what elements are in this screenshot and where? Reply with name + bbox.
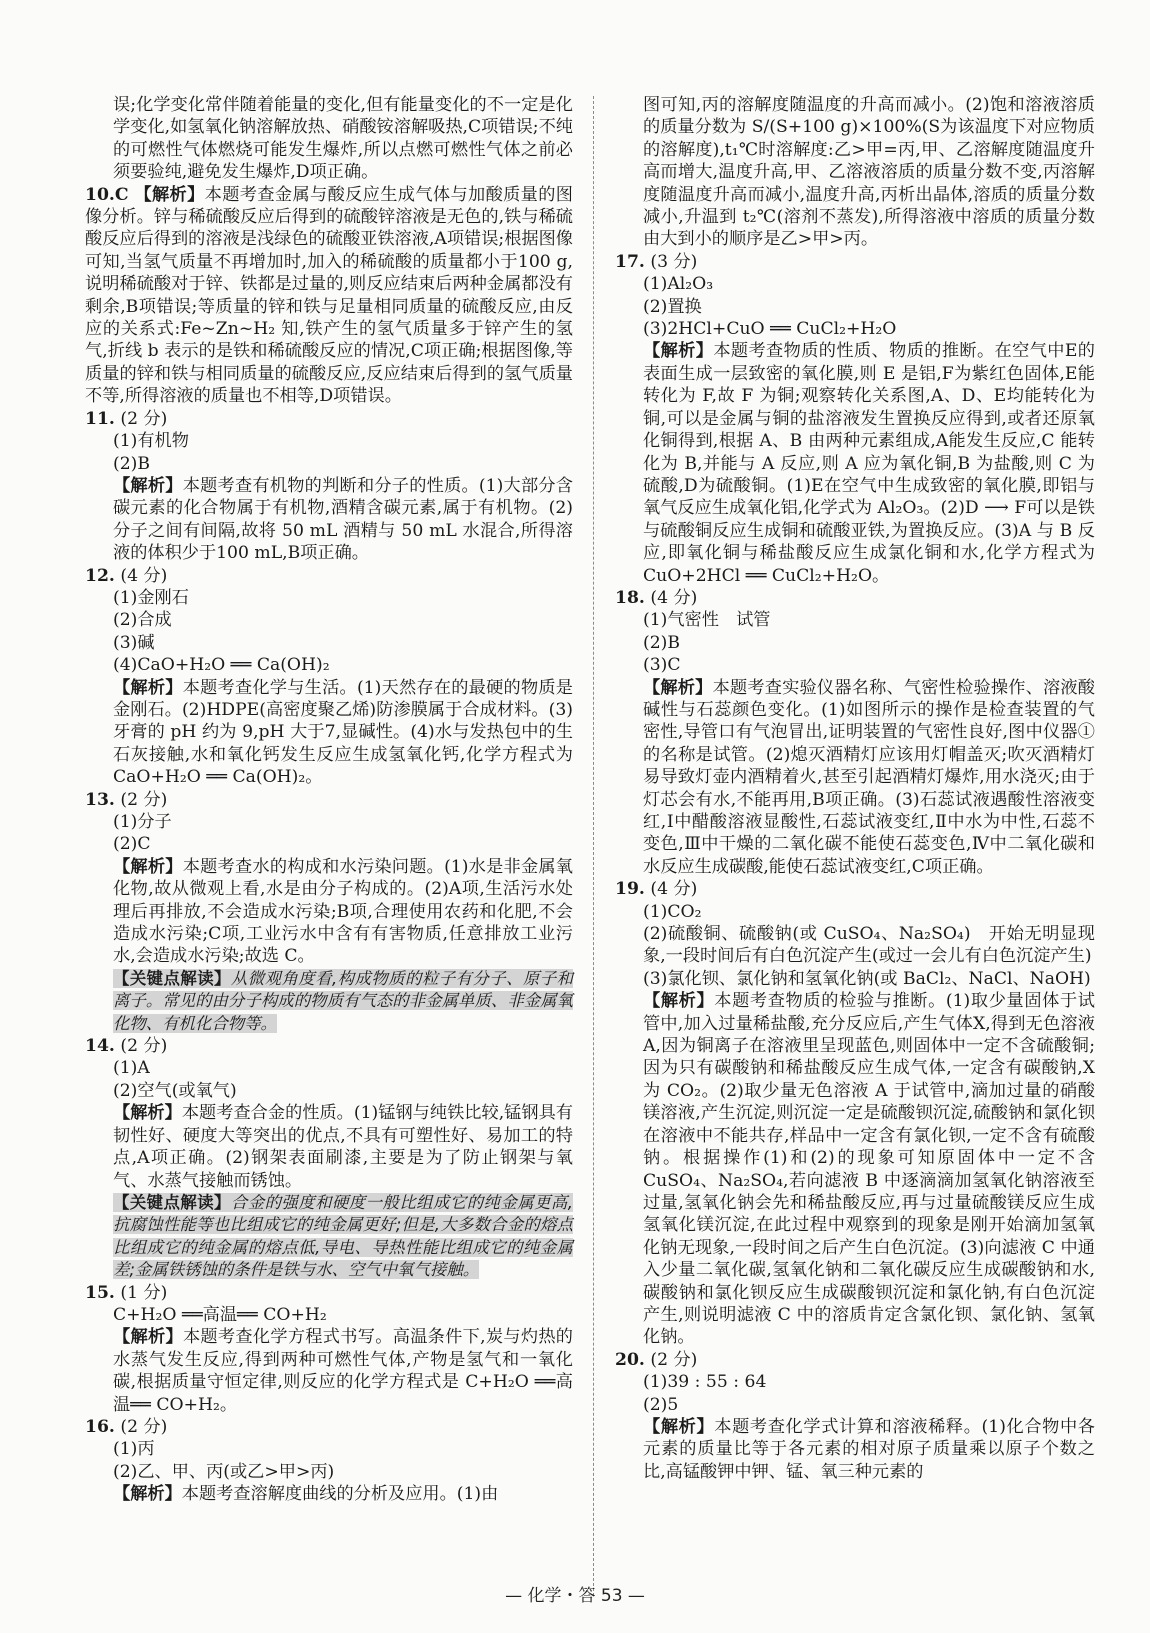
question-heading (615, 1349, 1095, 1371)
paragraph-text: (2)置换 (643, 296, 702, 317)
column-divider (593, 96, 594, 1596)
paragraph-text: (1 分) (120, 1282, 168, 1303)
explanation-paragraph (85, 968, 573, 1035)
explanation-paragraph (615, 677, 1095, 879)
paragraph-text: 图可知,丙的溶解度随温度的升高而减小。(2)饱和溶液溶质的质量分数为 S/(S+100 g)×100%(S为该温度下对应物质的溶解度),t₁℃时溶解度:乙>甲=丙,甲、乙溶解度随温度升高而增大,温度升高,甲、乙溶液溶质的质量分数不变,丙溶解度随温度升高而减小,温度升高,丙析出晶体,溶质的质量分数减小,升温到 t₂℃(溶剂不蒸发),所得溶液中溶质的质量分数由大到小的顺序是乙>甲>丙。 (643, 95, 1095, 250)
section-label: 【解析】 (113, 1484, 182, 1505)
paragraph-text: (1)丙 (113, 1439, 155, 1460)
answer-line (615, 1371, 1095, 1393)
paragraph-text: (3)碱 (113, 632, 155, 653)
answer-line (615, 968, 1095, 990)
answer-line (615, 609, 1095, 631)
section-label: 【关键点解读】 (113, 1192, 231, 1212)
question-heading (85, 789, 573, 811)
paragraph-text: (4 分) (120, 565, 168, 586)
answer-line (85, 453, 573, 475)
paragraph-text: 本题考查合金的性质。(1)锰钢与纯铁比较,锰钢具有韧性好、硬度大等突出的优点,不具有可塑性好、易加工的特点,A项正确。(2)钢架表面刷漆,主要是为了防止钢架与氧气、水蒸气接触而锈蚀。 (113, 1103, 573, 1191)
question-number: 16. (85, 1416, 115, 1437)
question-number: 20. (615, 1349, 645, 1370)
question-number: 15. (85, 1282, 115, 1303)
page-footer: — 化学・答 53 — (505, 1586, 645, 1606)
answer-line (615, 901, 1095, 923)
paragraph-text: (1)CO₂ (643, 901, 702, 922)
key-point-box (113, 969, 573, 1033)
question-number: 19. (615, 879, 645, 900)
key-point-box (113, 1193, 573, 1279)
question-number: 13. (85, 789, 115, 810)
paragraph-text: (1)金刚石 (113, 587, 189, 608)
paragraph-text: 本题考查水的构成和水污染问题。(1)水是非金属氧化物,故从微观上看,水是由分子构成的。(2)A项,生活污水处理后再排放,不会造成水污染;B项,合理使用农药和化肥,不会造成水污染;C项,工业污水中含有有害物质,任意排放工业污水,会造成水污染;故选 C。 (113, 856, 573, 967)
paragraph-text: 本题考查溶解度曲线的分析及应用。(1)由 (181, 1484, 499, 1505)
section-label: 【解析】 (113, 1327, 183, 1348)
paragraph-text: 从微观角度看,构成物质的粒子有分子、原子和离子。常见的由分子构成的物质有气态的非金属单质、非金属氧化物、有机化合物等。 (113, 968, 573, 1033)
paragraph-text: 本题考查化学式计算和溶液稀释。(1)化合物中各元素的质量比等于各元素的相对原子质量乘以原子个数之比,高锰酸钾中钾、锰、氧三种元素的 (643, 1416, 1095, 1482)
paragraph-text: 本题考查物质的检验与推断。(1)取少量固体于试管中,加入过量稀盐酸,充分反应后,产生气体X,得到无色溶液A,因为铜离子在溶液里呈现蓝色,则固体中一定不含硫酸铜;因为只有碳酸钠和稀盐酸反应生成气体,一定含有碳酸钠,X为 CO₂。(2)取少量无色溶液 A 于试管中,滴加过量的硝酸镁溶液,产生沉淀,则沉淀一定是硫酸钡沉淀,硫酸钠和氯化钡在溶液中不能共存,样品中一定含有氯化钡,一定不含有硫酸钠。根据操作(1)和(2)的现象可知原固体中一定不含 CuSO₄、Na₂SO₄,若向滤液 B 中逐滴滴加氢氧化钠溶液至过量,氢氧化钠会先和稀盐酸反应,再与过量硫酸镁反应生成氢氧化镁沉淀,在此过程中观察到的现象是刚开始滴加氢氧化钠无现象,一段时间之后产生白色沉淀。(3)向滤液 C 中通入少量二氧化碳,氢氧化钠和二氧化碳反应生成碳酸钠和水,碳酸钠和氯化钡反应生成碳酸钡沉淀和氯化钠,有白色沉淀产生,则说明滤液 C 中的溶质肯定含氯化钡、氯化钠、氢氧化钠。 (643, 991, 1095, 1348)
explanation-paragraph (615, 340, 1095, 586)
paragraph-text: (2 分) (120, 1036, 168, 1057)
section-label: 【解析】 (643, 991, 715, 1012)
question-heading (615, 878, 1095, 900)
paragraph-text: (2)硫酸铜、硫酸钠(或 CuSO₄、Na₂SO₄) 开始无明显现象,一段时间后有白色沉淀产生(或过一会儿有白色沉淀产生) (643, 924, 1095, 967)
left-column (85, 94, 573, 1506)
explanation-paragraph (85, 1483, 573, 1505)
answer-line (615, 273, 1095, 295)
paragraph-text: (2 分) (120, 1416, 168, 1437)
answer-line (615, 632, 1095, 654)
answer-line (615, 654, 1095, 676)
right-column (615, 94, 1095, 1483)
explanation-paragraph (85, 1326, 573, 1416)
paragraph-text: (2)C (113, 834, 151, 855)
paragraph-text: (1)A (113, 1058, 150, 1079)
paragraph-text: 本题考查化学方程式书写。高温条件下,炭与灼热的水蒸气发生反应,得到两种可燃性气体,产物是氢气和一氧化碳,根据质量守恒定律,则反应的化学方程式是 C+H₂O ══高温══ CO+H₂。 (113, 1327, 573, 1415)
answer-line (85, 632, 573, 654)
paragraph-text: (1)有机物 (113, 431, 189, 452)
paragraph-text: (1)39 : 55 : 64 (643, 1372, 767, 1393)
section-label: 【解析】 (643, 341, 714, 362)
answer-line (85, 833, 573, 855)
explanation-paragraph (615, 1416, 1095, 1483)
paragraph-text: (3)氯化钡、氯化钠和氢氧化钠(或 BaCl₂、NaCl、NaOH) (643, 968, 1091, 989)
section-label: 【解析】 (113, 677, 183, 698)
explanation-paragraph (85, 677, 573, 789)
paragraph-text: (2 分) (650, 1349, 698, 1370)
answer-line (615, 318, 1095, 340)
paragraph-text: (2)B (643, 632, 680, 653)
paragraph-text: C+H₂O ══高温══ CO+H₂ (113, 1304, 327, 1325)
paragraph-text: (2)空气(或氧气) (113, 1080, 237, 1101)
answer-line (85, 654, 573, 676)
answer-line (85, 1461, 573, 1483)
question-heading (85, 408, 573, 430)
question-number: 17. (615, 251, 645, 272)
section-label: 【解析】 (113, 475, 183, 496)
paragraph-text: 本题考查实验仪器名称、气密性检验操作、溶液酸碱性与石蕊颜色变化。(1)如图所示的操作是检查装置的气密性,导管口有气泡冒出,证明装置的气密性良好,图中仪器①的名称是试管。(2)熄灭酒精灯应该用灯帽盖灭;吹灭酒精灯易导致灯壶内酒精着火,甚至引起酒精灯爆炸,用水浇灭;由于灯芯会有水,不能再用,B项正确。(3)石蕊试液遇酸性溶液变红,Ⅰ中醋酸溶液显酸性,石蕊试液变红,Ⅱ中水为中性,石蕊不变色,Ⅲ中干燥的二氧化碳不能使石蕊变色,Ⅳ中二氧化碳和水反应生成碳酸,能使石蕊试液变红,C项正确。 (643, 677, 1095, 877)
paragraph-text: 合金的强度和硬度一般比组成它的纯金属更高,抗腐蚀性能等也比组成它的纯金属更好;但是,大多数合金的熔点比组成它的纯金属的熔点低,导电、导热性能比组成它的纯金属差;金属铁锈蚀的条件是铁与水、空气中氧气接触。 (113, 1192, 573, 1280)
answer-line (615, 296, 1095, 318)
paragraph-text: (4)CaO+H₂O ══ Ca(OH)₂ (113, 655, 330, 676)
question-number: 10.C (85, 184, 129, 205)
section-label: 【解析】 (643, 677, 713, 698)
paragraph-text: 本题考查物质的性质、物质的推断。在空气中E的表面生成一层致密的氧化膜,则 E 是铝,F为紫红色固体,E能转化为 F,故 F 为铜;观察转化关系图,A、D、E均能转化为铜,可以是金属与铜的盐溶液发生置换反应得到,或者还原氧化铜得到,根据 A、B 由两种元素组成,A能发生反应,C 能转化为 B,并能与 A 反应,则 A 应为氧化铜,B 为盐酸,则 C 为硫酸,D为硫酸铜。(1)E在空气中生成致密的氧化膜,即铝与氧气反应生成氧化铝,化学式为 Al₂O₃。(2)D ⟶ F可以是铁与硫酸铜反应生成铜和硫酸亚铁,为置换反应。(3)A 与 B 反应,即氧化铜与稀盐酸反应生成氯化铜和水,化学方程式为 CuO+2HCl ══ CuCl₂+H₂O。 (643, 341, 1095, 586)
section-label: 【关键点解读】 (113, 968, 231, 988)
paragraph-text: 本题考查有机物的判断和分子的性质。(1)大部分含碳元素的化合物属于有机物,酒精含碳元素,属于有机物。(2)分子之间有间隔,故将 50 mL 酒精与 50 mL 水混合,所得溶液的体积少于100 mL,B项正确。 (113, 475, 573, 564)
question-heading (85, 1282, 573, 1304)
answer-line (85, 1080, 573, 1102)
explanation-paragraph (85, 1192, 573, 1282)
paragraph-text: (1)Al₂O₃ (643, 274, 714, 295)
explanation-paragraph (85, 856, 573, 968)
paragraph-text: (3)C (643, 655, 681, 676)
paragraph-text: (2 分) (120, 408, 168, 429)
question-number: 18. (615, 587, 645, 608)
paragraph-text: (3)2HCl+CuO ══ CuCl₂+H₂O (643, 319, 897, 340)
section-label: 【解析】 (113, 1103, 182, 1124)
question-heading (85, 1035, 573, 1057)
answer-line (85, 1057, 573, 1079)
explanation-paragraph (615, 990, 1095, 1349)
explanation-paragraph (85, 475, 573, 565)
paragraph-text: (1)气密性 试管 (643, 610, 771, 631)
paragraph-text: (2)B (113, 453, 150, 474)
answer-line (85, 1304, 573, 1326)
paragraph-text: (4 分) (650, 587, 698, 608)
question-number: 14. (85, 1036, 115, 1057)
paragraph-text: 误;化学变化常伴随着能量的变化,但有能量变化的不一定是化学变化,如氢氧化钠溶解放热、硝酸铵溶解吸热,C项错误;不纯的可燃性气体燃烧可能发生爆炸,所以点燃可燃性气体之前必须要验纯,避免发生爆炸,D项正确。 (113, 95, 573, 183)
question-heading (615, 587, 1095, 609)
question-heading (85, 184, 573, 408)
paragraph-text: (2)合成 (113, 610, 172, 631)
paragraph-text: 本题考查化学与生活。(1)天然存在的最硬的物质是金刚石。(2)HDPE(高密度聚乙烯)防渗膜属于合成材料。(3)牙膏的 pH 约为 9,pH 大于7,显碱性。(4)水与发热包中的生石灰接触,水和氧化钙发生反应生成氢氧化钙,化学方程式为 CaO+H₂O ══ Ca(OH)₂。 (113, 677, 573, 788)
answer-line (85, 811, 573, 833)
answer-line (85, 587, 573, 609)
question-number: 12. (85, 565, 115, 586)
question-number: 11. (85, 408, 115, 429)
paragraph-text: (1)分子 (113, 812, 172, 832)
question-heading (85, 565, 573, 587)
section-label: 【解析】 (643, 1416, 715, 1437)
section-label: 【解析】 (113, 856, 183, 877)
answer-line (85, 609, 573, 631)
paragraph-text: (3 分) (650, 251, 698, 272)
paragraph-text: (2)5 (643, 1394, 679, 1415)
answer-line (85, 1438, 573, 1460)
answer-line (615, 94, 1095, 251)
paragraph-text: (4 分) (650, 879, 698, 900)
paragraph-text: (2)乙、甲、丙(或乙>甲>丙) (113, 1461, 335, 1482)
section-label: 【解析】 (134, 184, 205, 205)
paragraph-text: 本题考查金属与酸反应生成气体与加酸质量的图像分析。锌与稀硫酸反应后得到的硫酸锌溶液是无色的,铁与稀硫酸反应后得到的溶液是浅绿色的硫酸亚铁溶液,A项错误;根据图像可知,当氢气质量不再增加时,加入的稀硫酸的质量都小于100 g,说明稀硫酸对于锌、铁都是过量的,则反应结束后两种金属都没有剩余,B项错误;等质量的锌和铁与足量相同质量的硫酸反应,由反应的关系式:Fe~Zn~H₂ 知,铁产生的氢气质量多于锌产生的氢气,折线 b 表示的是铁和稀硫酸反应的情况,C项正确;根据图像,等质量的锌和铁与相同质量的硫酸反应,反应结束后得到的氢气质量不等,所得溶液的质量也不相等,D项错误。 (85, 184, 573, 407)
answer-line (615, 1394, 1095, 1416)
paragraph-text: (2 分) (120, 789, 168, 810)
explanation-paragraph (85, 1102, 573, 1192)
question-heading (615, 251, 1095, 273)
answer-line (85, 94, 573, 184)
answer-line (615, 923, 1095, 968)
answer-line (85, 430, 573, 452)
question-heading (85, 1416, 573, 1438)
